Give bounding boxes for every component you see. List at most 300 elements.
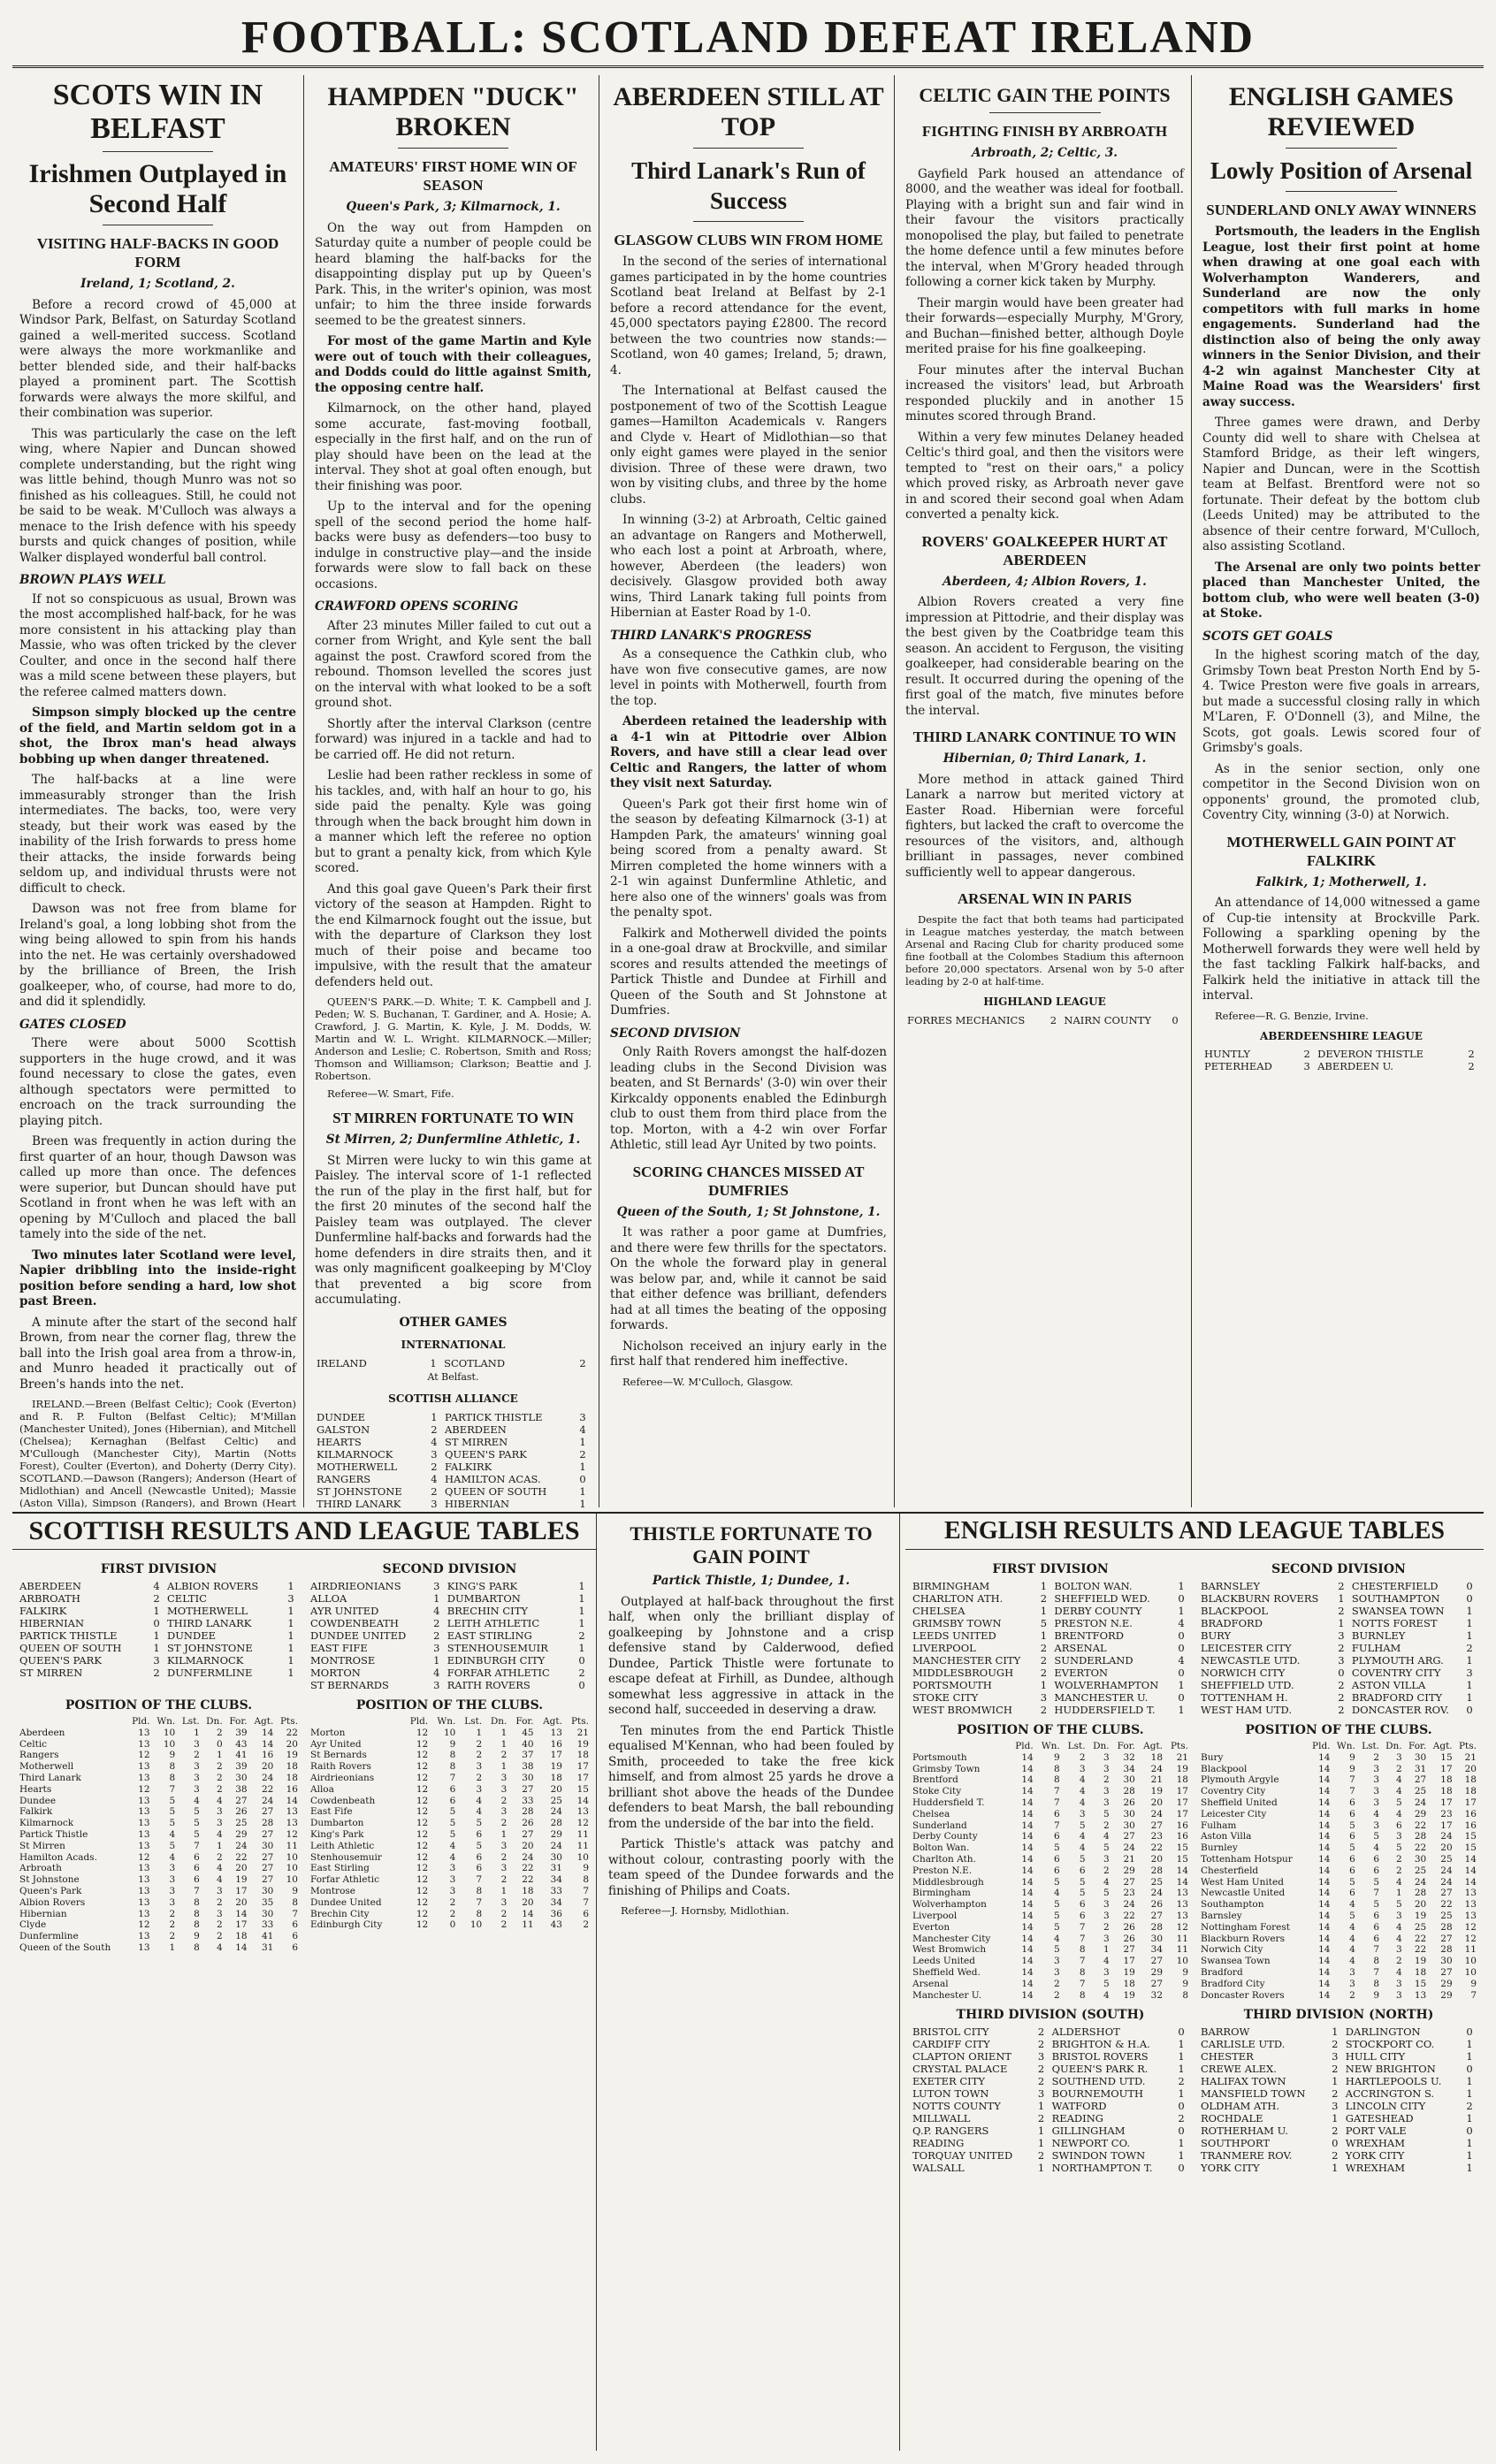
- score-cell: 1: [1037, 2125, 1045, 2138]
- table-row: [1199, 1854, 1478, 1865]
- score-cell: 1: [431, 1410, 438, 1423]
- team-cell: EVERTON: [1054, 1667, 1109, 1679]
- stat-cell: 2: [500, 1874, 508, 1886]
- team-cell: CRYSTAL PALACE: [912, 2063, 1008, 2076]
- stat-cell: 2: [1395, 1956, 1402, 1967]
- score-cell: 0: [1178, 2162, 1185, 2175]
- team-cell: ST BERNARDS: [310, 1679, 389, 1691]
- score-cell: 3: [579, 1410, 586, 1423]
- table-row: [18, 1852, 300, 1864]
- stat-cell: 4: [1395, 1774, 1402, 1786]
- team-cell: COWDENBEATH: [310, 1617, 399, 1629]
- result-row: [911, 2149, 1190, 2162]
- stat-cell: 2: [1395, 1763, 1402, 1774]
- stat-cell: 27: [261, 1874, 274, 1886]
- stat-cell: 23: [1440, 1808, 1453, 1819]
- stat-cell: 19: [576, 1738, 589, 1750]
- stat-cell: 8: [194, 1919, 200, 1931]
- score-cell: 3: [1466, 1667, 1473, 1679]
- score-cell: 1: [1466, 2149, 1473, 2163]
- result-row: [315, 1411, 592, 1423]
- header-cell: Agt.: [1432, 1741, 1453, 1751]
- stat-cell: 31: [1414, 1763, 1427, 1774]
- stat-cell: 10: [286, 1874, 298, 1886]
- score-cell: 3: [1332, 2100, 1339, 2113]
- stat-cell: 19: [1123, 1989, 1135, 2001]
- stat-cell: 5: [1395, 1797, 1402, 1808]
- stat-cell: 2: [216, 1772, 223, 1783]
- stat-cell: 3: [1349, 1978, 1355, 1989]
- stat-cell: 10: [286, 1851, 298, 1863]
- stat-cell: 7: [1054, 1786, 1060, 1797]
- stat-cell: 10: [163, 1738, 176, 1750]
- team-cell: ARBROATH: [19, 1592, 80, 1605]
- highland-results: [905, 1014, 1184, 1026]
- result-row: [911, 2038, 1190, 2050]
- stat-cell: 14: [1318, 1808, 1331, 1819]
- stat-cell: 3: [1103, 1853, 1110, 1865]
- club-cell: Norwich City: [1201, 1944, 1263, 1956]
- team-cell: MANSFIELD TOWN: [1201, 2087, 1306, 2101]
- stat-cell: 3: [1373, 1774, 1380, 1786]
- stat-cell: 8: [1079, 1966, 1086, 1978]
- score-cell: 1: [578, 1592, 585, 1605]
- stat-cell: 5: [449, 1818, 456, 1829]
- stat-cell: 12: [416, 1795, 429, 1806]
- table-row: [18, 1750, 300, 1761]
- table-row: [1199, 1831, 1478, 1842]
- stat-cell: 24: [1150, 1763, 1164, 1774]
- result-row: [1199, 2038, 1478, 2050]
- table-row: [18, 1739, 300, 1751]
- stat-cell: 14: [1021, 1978, 1034, 1989]
- score-cell: 5: [1040, 1617, 1048, 1629]
- stat-cell: 3: [1395, 1944, 1402, 1956]
- stat-cell: 14: [1318, 1978, 1331, 1989]
- stat-cell: 4: [1395, 1808, 1402, 1819]
- team-cell: SWANSEA TOWN: [1351, 1605, 1445, 1617]
- team-cell: READING: [912, 2137, 965, 2150]
- team-cell: MIDDLESBROUGH: [912, 1667, 1014, 1679]
- stat-cell: 24: [1150, 1808, 1164, 1819]
- stat-cell: 12: [138, 1919, 150, 1931]
- table-row: [1199, 1820, 1478, 1832]
- table-row: [911, 1831, 1190, 1842]
- column-aberdeen: [603, 75, 895, 1507]
- club-cell: Grimsby Town: [912, 1763, 981, 1774]
- stat-cell: 6: [1079, 1910, 1086, 1921]
- stat-cell: 5: [1079, 1888, 1086, 1899]
- table-row: [911, 1888, 1190, 1899]
- column-scots-win: [12, 75, 304, 1507]
- stat-cell: 6: [449, 1783, 456, 1795]
- team-cell: BIRMINGHAM: [912, 1580, 990, 1592]
- stat-cell: 1: [500, 1738, 508, 1750]
- score-cell: 1: [287, 1654, 294, 1667]
- stat-cell: 1: [169, 1941, 176, 1953]
- stat-cell: 13: [138, 1828, 150, 1840]
- stat-cell: 26: [1123, 1797, 1135, 1808]
- stat-cell: 8: [194, 1941, 200, 1953]
- team-cell: AYR UNITED: [310, 1605, 379, 1617]
- stat-cell: 12: [416, 1727, 429, 1738]
- team-cell: CHARLTON ATH.: [912, 1592, 1004, 1605]
- stat-cell: 5: [1103, 1888, 1110, 1899]
- stat-cell: 39: [235, 1761, 248, 1773]
- team-cell: DUMBARTON: [447, 1592, 521, 1605]
- team-cell: TOTTENHAM H.: [1201, 1691, 1288, 1704]
- stat-cell: 39: [235, 1727, 248, 1738]
- header-cell: For.: [1408, 1741, 1427, 1751]
- stat-cell: 3: [1395, 1978, 1402, 1989]
- paragraph: For most of the game Martin and Kyle were out of touch with their colleagues, and Dodds could do little against Smith, the opposing centre half.: [315, 334, 592, 395]
- stat-cell: 7: [194, 1885, 200, 1896]
- stat-cell: 5: [476, 1840, 483, 1851]
- stat-cell: 4: [476, 1806, 483, 1818]
- team-cell: NEWCASTLE UTD.: [1201, 1654, 1301, 1667]
- headline-celtic: CELTIC GAIN THE POINTS: [919, 84, 1171, 106]
- stat-cell: 10: [1176, 1956, 1188, 1967]
- stat-cell: 10: [469, 1919, 483, 1931]
- table-row: [18, 1784, 300, 1796]
- header-cell: [1199, 1741, 1308, 1752]
- stat-cell: 13: [138, 1941, 150, 1953]
- stat-cell: 33: [261, 1919, 274, 1931]
- stat-cell: 3: [1103, 1966, 1110, 1978]
- stat-cell: 2: [1103, 1865, 1110, 1876]
- stat-cell: 7: [1079, 1921, 1086, 1933]
- stat-cell: 14: [1021, 1865, 1034, 1876]
- table-row: [1199, 1956, 1478, 1967]
- table-row: [1199, 1944, 1478, 1956]
- club-cell: Manchester City: [912, 1933, 991, 1944]
- paragraph: This was particularly the case on the left wing, where Napier and Duncan showed complete understanding, but the right wing was little behind, though Munro was not so finished as his colleagues. Still, he could not be said to be weak. M'Culloch was always a menace to the Irish defence with his speedy bursts and quick changes of position, while Walker displayed wonderful ball control.: [19, 426, 296, 565]
- scot-second-results: [309, 1580, 591, 1691]
- stat-cell: 4: [1395, 1933, 1402, 1944]
- team-cell: GATESHEAD: [1345, 2112, 1414, 2125]
- stat-cell: 18: [235, 1931, 248, 1942]
- eng-first-table: [911, 1741, 1190, 2001]
- stat-cell: 40: [522, 1738, 534, 1750]
- stat-cell: 12: [416, 1896, 429, 1908]
- team-cell: RAITH ROVERS: [447, 1679, 530, 1691]
- stat-cell: 4: [194, 1795, 200, 1806]
- stat-cell: 15: [1176, 1842, 1188, 1854]
- result-row: [1202, 1060, 1480, 1072]
- stat-cell: 12: [416, 1908, 429, 1919]
- stat-cell: 3: [476, 1761, 483, 1773]
- stat-cell: 3: [1373, 1763, 1380, 1774]
- stat-cell: 17: [235, 1885, 248, 1896]
- stat-cell: 3: [1349, 1966, 1355, 1978]
- referee: Referee—R. G. Benzie, Irvine.: [1215, 1009, 1369, 1022]
- header-cell: Pld.: [1312, 1741, 1331, 1751]
- stat-cell: 3: [169, 1885, 176, 1896]
- score-cell: 2: [1332, 2087, 1339, 2101]
- score-cell: 4: [433, 1605, 440, 1617]
- table-row: [1199, 1899, 1478, 1911]
- team-cell: FALKIRK: [19, 1605, 67, 1617]
- table-row: [18, 1897, 300, 1909]
- stat-cell: 8: [1373, 1978, 1380, 1989]
- stat-cell: 18: [286, 1772, 298, 1783]
- club-cell: Blackburn Rovers: [1201, 1933, 1285, 1944]
- team-cell: BARROW: [1201, 2025, 1250, 2039]
- team-cell: TORQUAY UNITED: [912, 2149, 1013, 2163]
- stat-cell: 20: [550, 1783, 562, 1795]
- stat-cell: 14: [1021, 1888, 1034, 1899]
- club-cell: Charlton Ath.: [912, 1853, 976, 1865]
- stat-cell: 12: [416, 1806, 429, 1818]
- score-cell: 1: [287, 1580, 294, 1592]
- club-cell: Bolton Wan.: [912, 1842, 970, 1854]
- stat-cell: 13: [286, 1818, 298, 1829]
- stat-cell: 9: [583, 1863, 589, 1874]
- team-cell: NORWICH CITY: [1201, 1667, 1286, 1679]
- score-cell: 2: [1037, 2112, 1045, 2125]
- team-cell: WREXHAM: [1345, 2137, 1405, 2150]
- club-cell: West Ham United: [1201, 1876, 1284, 1888]
- stat-cell: 7: [1079, 1956, 1086, 1967]
- match-score: Queen of the South, 1; St Johnstone, 1.: [616, 1204, 881, 1219]
- eng-second-head: SECOND DIVISION: [1271, 1562, 1406, 1576]
- header-cell: Lst.: [464, 1716, 483, 1727]
- score-cell: 1: [1338, 1592, 1345, 1605]
- stat-cell: 22: [1414, 1933, 1427, 1944]
- team-cell: WREXHAM: [1345, 2162, 1405, 2175]
- table-row: [309, 1886, 591, 1897]
- stat-cell: 17: [235, 1919, 248, 1931]
- stat-cell: 5: [194, 1818, 200, 1829]
- stat-cell: 29: [1440, 1989, 1453, 2001]
- stat-cell: 29: [235, 1828, 248, 1840]
- score-cell: 2: [1332, 2125, 1339, 2138]
- score-cell: 2: [578, 1667, 585, 1679]
- stat-cell: 30: [235, 1772, 248, 1783]
- header-cell: Pts.: [279, 1716, 298, 1727]
- score-cell: 1: [1178, 2137, 1185, 2150]
- stat-cell: 12: [416, 1750, 429, 1761]
- team-cell: MOTHERWELL: [167, 1605, 248, 1617]
- table-row: [18, 1796, 300, 1807]
- score-cell: 2: [1468, 1048, 1475, 1060]
- section-head: SECOND DIVISION: [610, 1026, 741, 1041]
- score-cell: 2: [1037, 2075, 1045, 2088]
- team-cell: HUNTLY: [1204, 1048, 1250, 1060]
- team-cell: BOLTON WAN.: [1054, 1580, 1133, 1592]
- header-cell: Lst.: [1362, 1741, 1380, 1751]
- stat-cell: 12: [1176, 1921, 1188, 1933]
- stat-cell: 18: [1440, 1774, 1453, 1786]
- stat-cell: 9: [1182, 1966, 1188, 1978]
- stat-cell: 18: [576, 1750, 589, 1761]
- score-cell: 4: [1178, 1617, 1185, 1629]
- club-cell: Forfar Athletic: [310, 1874, 379, 1886]
- team-cell: OLDHAM ATH.: [1201, 2100, 1280, 2113]
- score-cell: 4: [579, 1423, 586, 1436]
- stat-cell: 14: [1318, 1853, 1331, 1865]
- stat-cell: 3: [500, 1896, 508, 1908]
- club-cell: Chelsea: [912, 1808, 950, 1819]
- result-row: [1199, 2125, 1478, 2137]
- result-row: [911, 1654, 1190, 1667]
- stat-cell: 13: [138, 1806, 150, 1818]
- result-row: [1199, 1617, 1478, 1629]
- stat-cell: 12: [416, 1851, 429, 1863]
- result-row: [309, 1592, 591, 1605]
- subheadline: Lowly Position of Arsenal: [1210, 157, 1473, 184]
- stat-cell: 28: [1150, 1921, 1164, 1933]
- club-cell: Doncaster Rovers: [1201, 1989, 1285, 2001]
- score-cell: 2: [433, 1629, 440, 1642]
- stat-cell: 11: [576, 1840, 589, 1851]
- stat-cell: 27: [1150, 1819, 1164, 1831]
- scot-first-table: [18, 1716, 300, 1954]
- stat-cell: 4: [449, 1840, 456, 1851]
- score-cell: 1: [287, 1642, 294, 1654]
- stat-cell: 27: [261, 1851, 274, 1863]
- stat-cell: 12: [416, 1874, 429, 1886]
- paragraph: An attendance of 14,000 witnessed a game of Cup-tie intensity at Brockville Park. Following a sparkling opening by the Motherwell forwards they were well held by the fast tackling Falkirk half-backs, and Falkirk held the initiative in attack till the interval.: [1202, 896, 1480, 1003]
- section-head: GATES CLOSED: [19, 1017, 126, 1032]
- paragraph: More method in attack gained Third Lanark a narrow but merited victory at Easter Road. Hibernian were forceful fighters, but lacked the craft to overcome the resources of the visitors, and, although brilliant in passages, never combined sufficiently well to appear dangerous.: [905, 772, 1184, 880]
- table-row: [18, 1818, 300, 1829]
- stat-cell: 3: [500, 1806, 508, 1818]
- result-row: [309, 1642, 591, 1654]
- result-row: [315, 1485, 592, 1498]
- stat-cell: 2: [500, 1750, 508, 1761]
- club-cell: Bury: [1201, 1751, 1224, 1763]
- stat-cell: 7: [1373, 1888, 1380, 1899]
- stat-cell: 2: [1373, 1751, 1380, 1763]
- stat-cell: 15: [1440, 1751, 1453, 1763]
- stat-cell: 17: [1176, 1797, 1188, 1808]
- table-header: [1199, 1741, 1478, 1752]
- stat-cell: 11: [522, 1919, 534, 1931]
- stat-cell: 9: [169, 1750, 176, 1761]
- club-cell: Arsenal: [912, 1978, 949, 1989]
- stat-cell: 5: [194, 1828, 200, 1840]
- table-row: [309, 1750, 591, 1761]
- club-cell: Sheffield United: [1201, 1797, 1278, 1808]
- stat-cell: 18: [550, 1772, 562, 1783]
- paragraph: In the second of the series of international games participated in by the home countries Scotland beat Ireland at Belfast by 2-1 before a record attendance for the event, 45,000 spectators paying £2800. The record between the two countries now stands:—Scotland, won 40 games; Ireland, 5; drawn, 4.: [610, 255, 887, 378]
- team-cell: IRELAND: [317, 1356, 367, 1369]
- score-cell: 4: [153, 1580, 160, 1592]
- stat-cell: 13: [1464, 1888, 1477, 1899]
- stat-cell: 10: [1464, 1956, 1477, 1967]
- club-cell: Manchester U.: [912, 1989, 982, 2001]
- table-row: [18, 1931, 300, 1942]
- stat-cell: 27: [235, 1795, 248, 1806]
- section-head: BROWN PLAYS WELL: [19, 573, 166, 587]
- stat-cell: 22: [1123, 1910, 1135, 1921]
- divider: [989, 112, 1101, 113]
- score-cell: 1: [153, 1605, 160, 1617]
- stat-cell: 22: [1150, 1842, 1164, 1854]
- stat-cell: 27: [261, 1863, 274, 1874]
- stat-cell: 14: [1176, 1865, 1188, 1876]
- score-cell: 1: [1178, 2038, 1185, 2051]
- team-cell: PORTSMOUTH: [912, 1679, 992, 1691]
- stat-cell: 13: [138, 1908, 150, 1919]
- stat-cell: 8: [583, 1874, 589, 1886]
- stat-cell: 27: [1150, 1956, 1164, 1967]
- stat-cell: 25: [1440, 1910, 1453, 1921]
- stat-cell: 12: [416, 1885, 429, 1896]
- stat-cell: 10: [443, 1727, 456, 1738]
- team-cell: LUTON TOWN: [912, 2087, 989, 2101]
- result-row: [315, 1461, 592, 1473]
- score-cell: 3: [433, 1580, 440, 1592]
- stat-cell: 3: [1103, 1751, 1110, 1763]
- team-cell: KILMARNOCK: [317, 1447, 393, 1461]
- paragraph: In winning (3-2) at Arbroath, Celtic gained an advantage on Rangers and Motherwell, who each lost a point at Arbroath, where, however, Aberdeen (the leaders) won decisively. Glasgow provided both away wins, Third Lanark taking full points from Hibernian at Easter Road by 1-0.: [610, 513, 887, 620]
- club-cell: Liverpool: [912, 1910, 958, 1921]
- club-cell: Burnley: [1201, 1842, 1238, 1854]
- stat-cell: 30: [1150, 1933, 1164, 1944]
- table-row: [911, 1809, 1190, 1820]
- stat-cell: 6: [1373, 1853, 1380, 1865]
- stat-cell: 18: [1464, 1786, 1477, 1797]
- stat-cell: 28: [550, 1818, 562, 1829]
- score-cell: 1: [1338, 1617, 1345, 1629]
- table-row: [911, 1854, 1190, 1865]
- table-row: [18, 1728, 300, 1739]
- table-row: [1199, 1842, 1478, 1854]
- eng-third-south-head: THIRD DIVISION (SOUTH): [956, 2008, 1145, 2023]
- stat-cell: 6: [1373, 1933, 1380, 1944]
- team-cell: WEST HAM UTD.: [1201, 1704, 1293, 1716]
- table-row: [18, 1806, 300, 1818]
- section-head: CRAWFORD OPENS SCORING: [315, 599, 519, 614]
- score-cell: 0: [1178, 1667, 1185, 1679]
- stat-cell: 4: [1349, 1956, 1355, 1967]
- team-cell: EAST STIRLING: [447, 1629, 532, 1642]
- stat-cell: 25: [1414, 1921, 1427, 1933]
- stat-cell: 6: [1079, 1899, 1086, 1911]
- score-cell: 1: [1466, 2162, 1473, 2175]
- divider: [1286, 191, 1397, 192]
- divider: [693, 221, 804, 222]
- score-cell: 2: [1338, 1580, 1345, 1592]
- result-row: [905, 1014, 1184, 1026]
- stat-cell: 24: [1123, 1899, 1135, 1911]
- table-row: [309, 1874, 591, 1886]
- stat-cell: 18: [286, 1761, 298, 1773]
- team-cell: PETERHEAD: [1204, 1060, 1272, 1072]
- header-cell: Wn.: [1041, 1741, 1060, 1751]
- stat-cell: 5: [449, 1806, 456, 1818]
- stat-cell: 14: [1318, 1774, 1331, 1786]
- stat-cell: 4: [216, 1863, 223, 1874]
- stat-cell: 1: [216, 1750, 223, 1761]
- score-cell: 1: [1178, 1704, 1185, 1716]
- stat-cell: 7: [583, 1885, 589, 1896]
- divider: [1286, 148, 1397, 149]
- result-row: [18, 1629, 300, 1642]
- scottish-results: [12, 1514, 597, 2451]
- stat-cell: 5: [1373, 1876, 1380, 1888]
- stat-cell: 7: [1054, 1797, 1060, 1808]
- stat-cell: 14: [1318, 1786, 1331, 1797]
- team-cell: NOTTS COUNTY: [912, 2100, 1001, 2113]
- stat-cell: 7: [292, 1908, 298, 1919]
- score-cell: 0: [1178, 2025, 1185, 2039]
- club-cell: Third Lanark: [19, 1772, 81, 1783]
- club-cell: Bradford: [1201, 1966, 1243, 1978]
- stat-cell: 4: [1395, 1876, 1402, 1888]
